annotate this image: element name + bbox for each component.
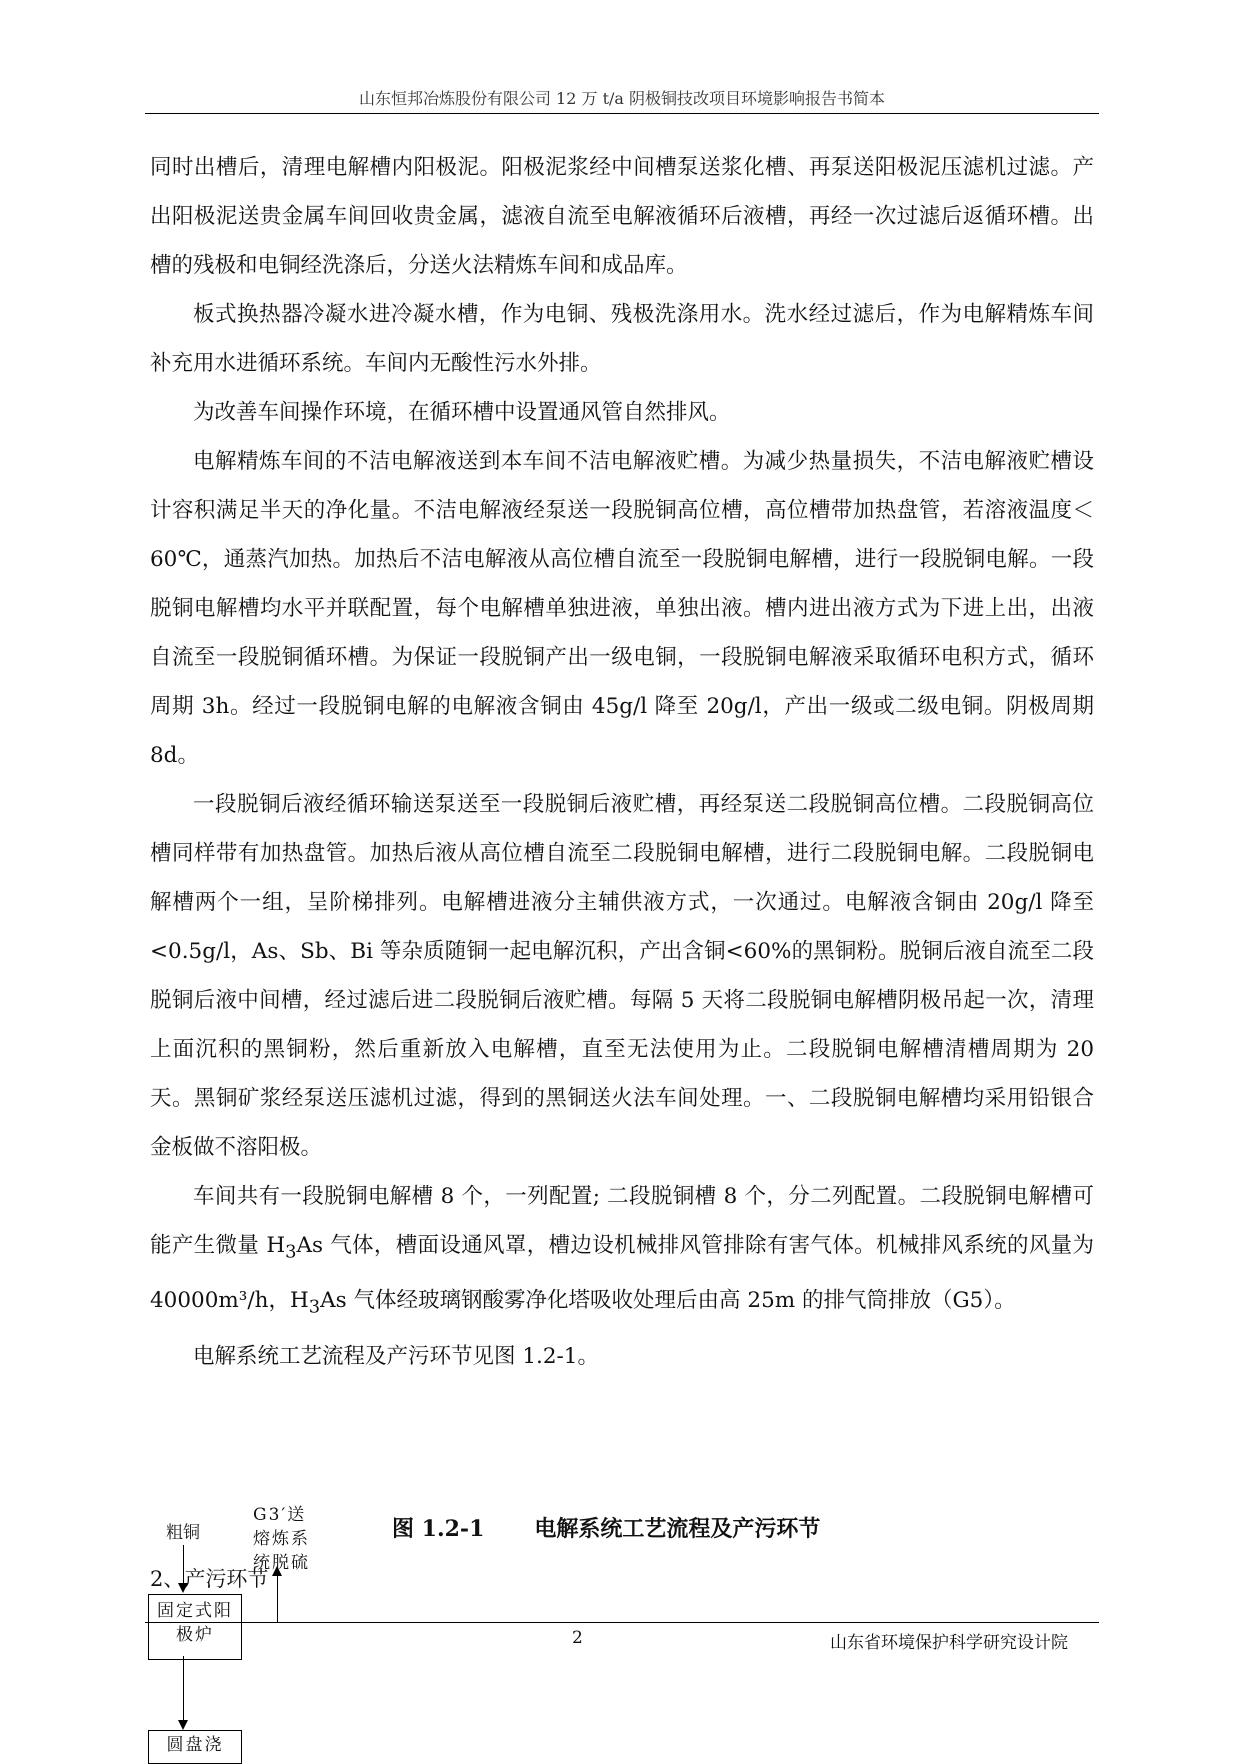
box-disc-casting: 圆盘浇 [148, 1730, 242, 1764]
paragraph-1: 同时出槽后，清理电解槽内阳极泥。阳极泥浆经中间槽泵送浆化槽、再泵送阳极泥压滤机过滤。产出阳极泥送贵金属车间回收贵金属，滤液自流至电解液循环后液槽，再经一次过滤后返循环槽。出槽的残极和电铜经洗涤后，分送火法精炼车间和成品库。 [150, 155, 1094, 278]
flow-arrow-line [183, 1656, 184, 1720]
arrow-up-icon [272, 1566, 282, 1576]
body-text [150, 143, 1094, 1381]
subscript-3: 3 [285, 1241, 297, 1263]
input-label-crude-copper: 粗铜 [166, 1523, 200, 1543]
g3-emission-label: G3′送熔炼系统脱硫 [253, 1505, 310, 1573]
paragraph-7: 电解系统工艺流程及产污环节见图 1.2-1。 [193, 1343, 599, 1369]
paragraph-2: 板式换热器冷凝水进冷凝水槽，作为电铜、残极洗涤用水。洗水经过滤后，作为电解精炼车间补充用水进循环系统。车间内无酸性污水外排。 [150, 302, 1094, 376]
figure-caption: 电解系统工艺流程及产污环节 [534, 1516, 821, 1542]
footer-organization: 山东省环境保护科学研究设计院 [830, 1633, 1068, 1653]
arrow-down-icon [178, 1720, 188, 1730]
paragraph-6-part-a: 车间共有一段脱铜电解槽 8 个，一列配置; 二段脱铜槽 8 个，分二列配置。二段脱铜电解槽可能产生微量 H [150, 1184, 1094, 1258]
paragraph-4: 电解精炼车间的不洁电解液送到本车间不洁电解液贮槽。为减少热量损失，不洁电解液贮槽设计容积满足半天的净化量。不洁电解液经泵送一段脱铜高位槽，高位槽带加热盘管，若溶液温度＜60℃，通蒸汽加热。加热后不洁电解液从高位槽自流至一段脱铜电解槽，进行一段脱铜电解。一段脱铜电解槽均水平并联配置，每个电解槽单独进液，单独出液。槽内进出液方式为下进上出，出液自流至一段脱铜循环槽。为保证一段脱铜产出一级电铜，一段脱铜电解液采取循环电积方式，循环周期 3h。经过一段脱铜电解的电解液含铜由 45g/l 降至 20g/l，产出一级或二级电铜。阴极周期 8d。 [150, 449, 1094, 768]
figure-title [392, 1512, 820, 1543]
subscript-3: 3 [308, 1296, 321, 1318]
paragraph-6 [150, 1172, 1094, 1332]
box-fixed-anode-furnace: 固定式阳极炉 [148, 1594, 242, 1660]
paragraph-6-part-b: As 气体，槽面设通风罩，槽边设机械排风管排除有害气体。机械排风系统的风量为 40000m³/h，H [150, 1233, 1094, 1314]
paragraph-6-part-c: As 气体经玻璃钢酸雾净化塔吸收处理后由高 25m 的排气筒排放（G5）。 [320, 1288, 1016, 1314]
figure-number: 图 1.2-1 [392, 1516, 485, 1542]
paragraph-3: 为改善车间操作环境，在循环槽中设置通风管自然排风。 [193, 400, 731, 425]
footer-rule [145, 1622, 1099, 1623]
section-heading-partial: 2、产污环节 [150, 1567, 269, 1591]
paragraph-5: 一段脱铜后液经循环输送泵送至一段脱铜后液贮槽，再经泵送二段脱铜高位槽。二段脱铜高位槽同样带有加热盘管。加热后液从高位槽自流至二段脱铜电解槽，进行二段脱铜电解。二段脱铜电解槽两个一组，呈阶梯排列。电解槽进液分主辅供液方式，一次通过。电解液含铜由 20g/l 降至<0.5g/l，As、Sb、Bi 等杂质随铜一起电解沉积，产出含铜<60%的黑铜粉。脱铜后液自流至二段脱铜后液中间槽，经过滤后进二段脱铜后液贮槽。每隔 5 天将二段脱铜电解槽阴极吊起一次，清理上面沉积的黑铜粉，然后重新放入电解槽，直至无法使用为止。二段脱铜电解槽清槽周期为 20 天。黑铜矿浆经泵送压滤机过滤，得到的黑铜送火法车间处理。一、二段脱铜电解槽均采用铅银合金板做不溶阳极。 [150, 792, 1094, 1160]
header-rule [145, 113, 1099, 114]
flow-emission-line [277, 1573, 278, 1623]
page-number: 2 [572, 1628, 583, 1648]
page-header: 山东恒邦冶炼股份有限公司 12 万 t/a 阴极铜技改项目环境影响报告书简本 [358, 89, 886, 108]
